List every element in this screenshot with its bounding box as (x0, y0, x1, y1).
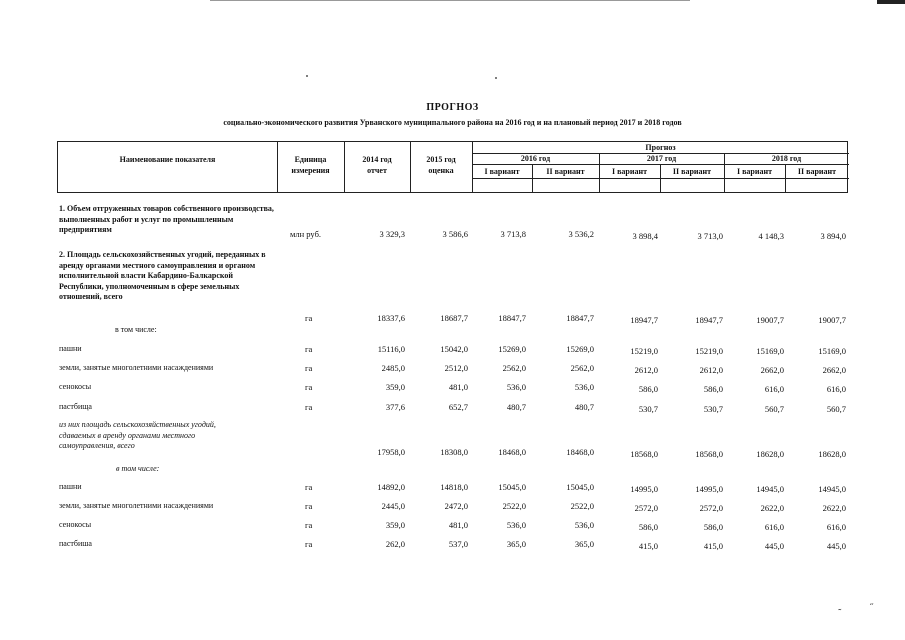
table-cell: 3 894,0 (820, 231, 846, 241)
table-cell: 4 148,3 (758, 231, 784, 241)
table-cell: 262,0 (385, 539, 405, 549)
table-cell: 2612,0 (699, 365, 723, 375)
table-cell: 18847,7 (566, 313, 594, 323)
table-cell: 365,0 (506, 539, 526, 549)
scan-dot (306, 75, 308, 77)
table-cell: 15116,0 (377, 344, 405, 354)
table-cell: 18308,0 (440, 447, 468, 457)
header-unit: Единица измерения (291, 155, 330, 175)
header-2016: 2016 год (520, 154, 551, 163)
table-cell: 14892,0 (377, 482, 405, 492)
table-cell: 18947,7 (695, 315, 723, 325)
header-2018: 2018 год (771, 154, 802, 163)
table-cell: 18337,6 (377, 313, 405, 323)
table-cell: 480,7 (506, 402, 526, 412)
table-cell: 3 536,2 (568, 229, 594, 239)
table-cell: 17958,0 (377, 447, 405, 457)
header-2018-v2: II вариант (797, 167, 837, 176)
header-2016-v1: I вариант (484, 167, 520, 176)
unit-9: га (305, 501, 313, 511)
unit-10: га (305, 520, 313, 530)
table-cell: 18468,0 (566, 447, 594, 457)
subheading-v-tom-chisle: в том числе: (115, 325, 157, 334)
table-cell: 560,7 (764, 404, 784, 414)
unit-6: га (305, 402, 313, 412)
scan-mark: ˷ (838, 600, 842, 611)
table-cell: 586,0 (638, 522, 658, 532)
table-cell: 3 898,4 (632, 231, 658, 241)
unit-1: млн руб. (290, 229, 322, 239)
table-cell: 2472,0 (444, 501, 468, 511)
table-cell: 18847,7 (498, 313, 526, 323)
table-cell: 2445,0 (381, 501, 405, 511)
row-label-7: из них площадь сельскохозяйственных угодий, сдаваемых в аренду органами местного самоуправления, всего (59, 420, 216, 450)
table-cell: 616,0 (826, 522, 846, 532)
table-cell: 377,6 (385, 402, 405, 412)
table-cell: 2622,0 (760, 503, 784, 513)
table-cell: 2612,0 (634, 365, 658, 375)
row-label-4: земли, занятые многолетними насаждениями (59, 363, 214, 372)
table-cell: 359,0 (385, 520, 405, 530)
row-label-3: пашни (59, 344, 82, 353)
table-cell: 15045,0 (566, 482, 594, 492)
table-cell: 2512,0 (444, 363, 468, 373)
table-cell: 536,0 (506, 520, 526, 530)
table-cell: 19007,7 (818, 315, 846, 325)
table-cell: 2562,0 (570, 363, 594, 373)
table-cell: 616,0 (764, 522, 784, 532)
table-cell: 652,7 (448, 402, 468, 412)
table-cell: 481,0 (448, 382, 468, 392)
table-cell: 536,0 (506, 382, 526, 392)
table-cell: 616,0 (764, 384, 784, 394)
table-cell: 2485,0 (381, 363, 405, 373)
header-2018-v1: I вариант (736, 167, 773, 176)
table-cell: 586,0 (638, 384, 658, 394)
table-header (57, 141, 848, 193)
table-cell: 481,0 (448, 520, 468, 530)
table-cell: 586,0 (703, 384, 723, 394)
table-cell: 2572,0 (699, 503, 723, 513)
header-prognoz: Прогноз (645, 143, 676, 152)
table-cell: 616,0 (826, 384, 846, 394)
table-cell: 18468,0 (498, 447, 526, 457)
row-label-11: пастбиша (59, 539, 92, 548)
table-cell: 18687,7 (440, 313, 468, 323)
unit-4: га (305, 363, 313, 373)
table-cell: 530,7 (638, 404, 658, 414)
table-cell: 18628,0 (756, 449, 784, 459)
table-cell: 15219,0 (695, 346, 723, 356)
table-cell: 359,0 (385, 382, 405, 392)
table-cell: 415,0 (638, 541, 658, 551)
table-cell: 2562,0 (502, 363, 526, 373)
table-cell: 3 713,0 (697, 231, 723, 241)
table-cell: 3 586,6 (442, 229, 468, 239)
table-cell: 15169,0 (756, 346, 784, 356)
table-cell: 2662,0 (760, 365, 784, 375)
table-cell: 560,7 (826, 404, 846, 414)
document-subtitle: социально-экономического развития Урванского муниципального района на 2016 год и на плановый период 2017 и 2018 годов (223, 118, 682, 127)
unit-2: га (305, 313, 313, 323)
row-label-6: пастбища (59, 402, 92, 411)
table-cell: 3 713,8 (500, 229, 526, 239)
table-cell: 15269,0 (498, 344, 526, 354)
scan-dot (495, 77, 497, 79)
row-label-5: сенокосы (59, 382, 92, 391)
table-cell: 19007,7 (756, 315, 784, 325)
table-cell: 15042,0 (440, 344, 468, 354)
subheading-v-tom-chisle-2: в том числе: (116, 464, 160, 473)
row-label-9: земли, занятые многолетними насаждениями (59, 501, 214, 510)
table-cell: 536,0 (574, 382, 594, 392)
table-cell: 3 329,3 (379, 229, 405, 239)
unit-8: га (305, 482, 313, 492)
table-cell: 15045,0 (498, 482, 526, 492)
table-cell: 15219,0 (630, 346, 658, 356)
table-cell: 365,0 (574, 539, 594, 549)
table-cell: 2622,0 (822, 503, 846, 513)
table-cell: 537,0 (448, 539, 468, 549)
scan-mark: ˶ (870, 598, 874, 609)
table-cell: 586,0 (703, 522, 723, 532)
table-cell: 2572,0 (634, 503, 658, 513)
table-cell: 2662,0 (822, 365, 846, 375)
table-cell: 15169,0 (818, 346, 846, 356)
header-2016-v2: II вариант (546, 167, 585, 176)
table-cell: 18947,7 (630, 315, 658, 325)
table-cell: 14995,0 (695, 484, 723, 494)
header-name: Наименование показателя (119, 155, 216, 164)
table-cell: 18568,0 (695, 449, 723, 459)
row-label-2: 2. Площадь сельскохозяйственных угодий, переданных в аренду органами местного самоуправления и органом исполнительной власти Кабардино-Балкарской Республики, уполномоченным в сфере земельных отношений, всего (59, 250, 266, 301)
document-title: ПРОГНОЗ (426, 102, 479, 113)
unit-11: га (305, 539, 313, 549)
table-cell: 14945,0 (756, 484, 784, 494)
header-2015: 2015 год оценка (426, 155, 456, 175)
scan-artifact-line (210, 0, 690, 1)
row-label-8: пашни (59, 482, 82, 491)
header-2017-v2: II вариант (672, 167, 712, 176)
unit-3: га (305, 344, 313, 354)
table-cell: 530,7 (703, 404, 723, 414)
table-cell: 536,0 (574, 520, 594, 530)
table-cell: 14818,0 (440, 482, 468, 492)
table-cell: 2522,0 (502, 501, 526, 511)
header-2017-v1: I вариант (611, 167, 648, 176)
table-cell: 18628,0 (818, 449, 846, 459)
table-cell: 480,7 (574, 402, 594, 412)
header-2014: 2014 год отчет (362, 155, 392, 175)
unit-5: га (305, 382, 313, 392)
row-label-10: сенокосы (59, 520, 92, 529)
table-cell: 415,0 (703, 541, 723, 551)
table-cell: 2522,0 (570, 501, 594, 511)
table-cell: 445,0 (764, 541, 784, 551)
table-cell: 445,0 (826, 541, 846, 551)
scan-artifact-corner (877, 0, 905, 4)
header-2017: 2017 год (646, 154, 677, 163)
row-label-1: 1. Объем отгруженных товаров собственного производства, выполненных работ и услуг по промышленным предприятиям (59, 204, 274, 234)
table-cell: 14945,0 (818, 484, 846, 494)
table-cell: 18568,0 (630, 449, 658, 459)
table-cell: 15269,0 (566, 344, 594, 354)
table-cell: 14995,0 (630, 484, 658, 494)
